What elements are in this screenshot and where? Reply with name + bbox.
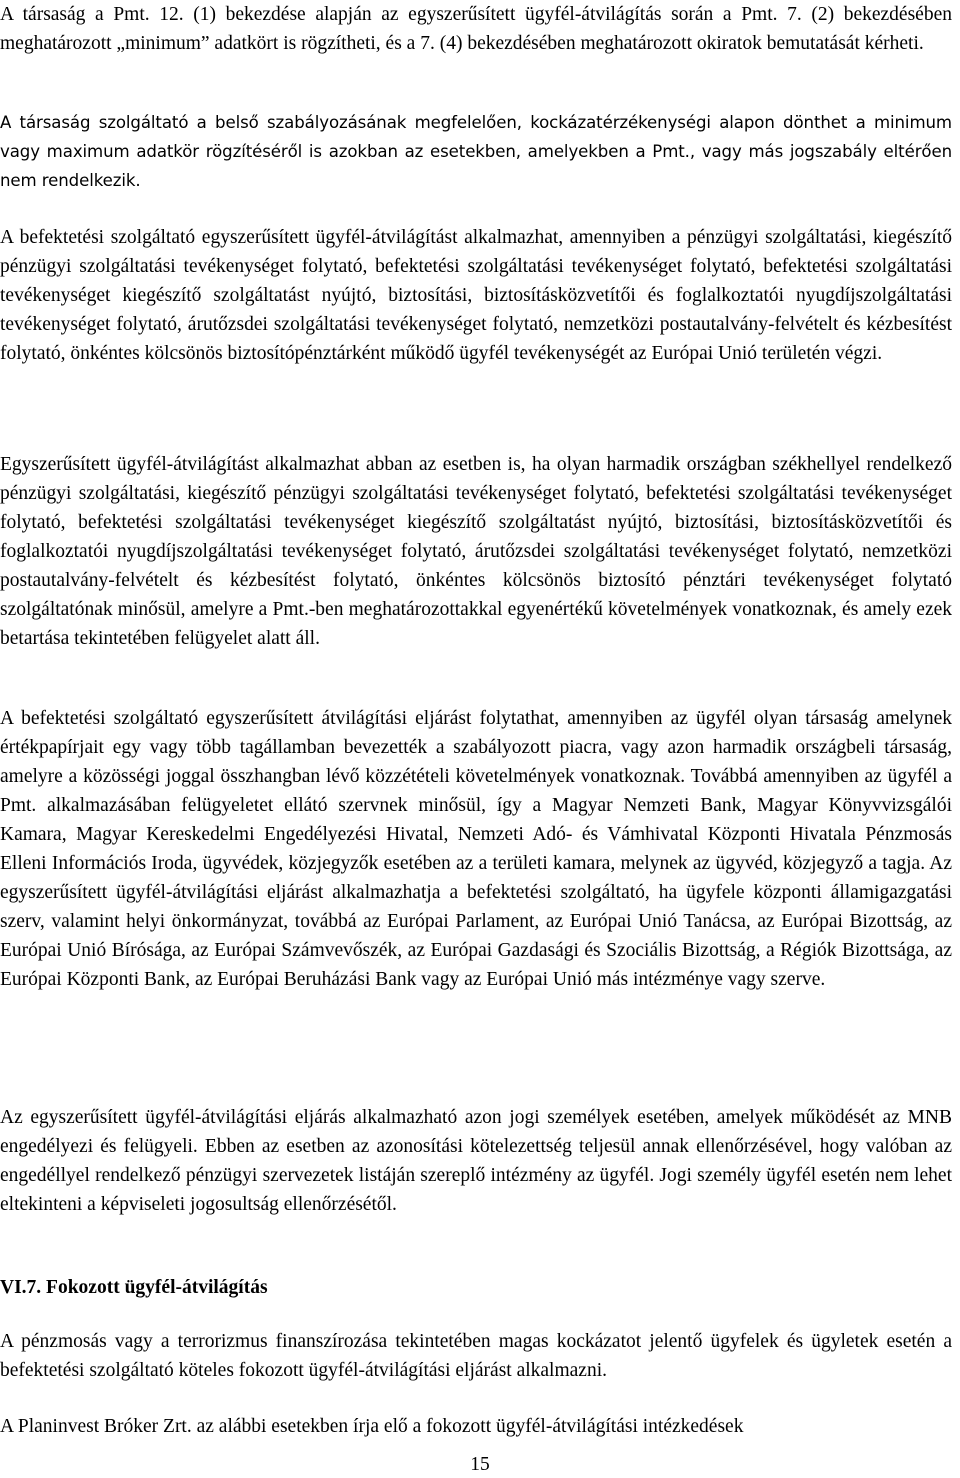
paragraph-simplified-kyc-minimum: A társaság a Pmt. 12. (1) bekezdése alapján az egyszerűsített ügyfél-átvilágítás során a Pmt. 7. (2) bekezdésében meghatározott „minimum” adatkört is rögzítheti, és a 7. (4) bekezdésében meghatározott okiratok bemutatását kérheti. xyxy=(0,4,952,54)
paragraph-high-risk-clients: A pénzmosás vagy a terrorizmus finanszírozása tekintetében magas kockázatot jelentő ügyfelek és ügyletek esetén a befektetési szolgáltató köteles fokozott ügyfél-átvilágítási eljárást alkalmazni. xyxy=(0,1331,952,1381)
paragraph-mnb-supervised-entities: Az egyszerűsített ügyfél-átvilágítási eljárás alkalmazható azon jogi személyek esetében, amelyek működését az MNB engedélyezi és felügyeli. Ebben az esetben az azonosítási kötelezettség teljesül annak ellenőrzésével, hogy valóban az engedéllyel rendelkező pénzügyi szervezetek listáján szereplő intézmény az ügyfél. Jogi személy ügyfél esetén nem lehet eltekinteni a képviseleti jogosultság ellenőrzésétől. xyxy=(0,1107,952,1215)
section-heading-enhanced-due-diligence: VI.7. Fokozott ügyfél-átvilágítás xyxy=(0,1277,268,1298)
paragraph-eu-financial-clients: A befektetési szolgáltató egyszerűsített ügyfél-átvilágítást alkalmazhat, amennyiben a pénzügyi szolgáltatási, kiegészítő pénzügyi szolgáltatási tevékenységet folytató, befektetési szolgáltatási tevékenységet folytató, befektetési szolgáltatási tevékenységet kiegészítő szolgáltatást nyújtó, biztosítási, biztosításközvetítői és foglalkoztatói nyugdíjszolgáltatási tevékenységet folytató, árutőzsdei szolgáltatási tevékenységet folytató, nemzetközi postautalvány-felvételt és kézbesítést folytató, önkéntes kölcsönös biztosítópénztárként működő ügyfél tevékenységét az Európai Unió területén végzi. xyxy=(0,227,952,364)
paragraph-internal-rules: A társaság szolgáltató a belső szabályozásának megfelelően, kockázatérzékenységi alapon dönthet a minimum vagy maximum adatkör rögzítéséről is azokban az esetekben, amelyekben a Pmt., vagy más jogszabály eltérően nem rendelkezik. xyxy=(0,113,952,190)
paragraph-planinvest-cases: A Planinvest Bróker Zrt. az alábbi esetekben írja elő a fokozott ügyfél-átvilágítási intézkedések xyxy=(0,1416,744,1437)
paragraph-listed-companies-authorities: A befektetési szolgáltató egyszerűsített átvilágítási eljárást folytathat, amennyiben az ügyfél olyan társaság amelynek értékpapírjait egy vagy több tagállamban bevezették a szabályozott piacra, vagy azon harmadik országbeli társaság, amelyre a közösségi joggal összhangban lévő közzétételi követelmények vonatkoznak. Továbbá amennyiben az ügyfél a Pmt. alkalmazásában felügyeletet ellátó szervnek minősül, így a Magyar Nemzeti Bank, Magyar Könyvvizsgálói Kamara, Magyar Kereskedelmi Engedélyezési Hivatal, Nemzeti Adó- és Vámhivatal Központi Hivatala Pénzmosás Elleni Információs Iroda, ügyvédek, közjegyzők esetében az a területi kamara, melynek az ügyvéd, közjegyző a tagja. Az egyszerűsített ügyfél-átvilágítási eljárást alkalmazhatja a befektetési szolgáltató, ha ügyfele központi államigazgatási szerv, valamint helyi önkormányzat, továbbá az Európai Parlament, az Európai Unió Tanácsa, az Európai Bizottság, az Európai Unió Bírósága, az Európai Számvevőszék, az Európai Gazdasági és Szociális Bizottság, a Régiók Bizottsága, az Európai Központi Bank, az Európai Beruházási Bank vagy az Európai Unió más intézménye vagy szerve. xyxy=(0,708,952,990)
page-number: 15 xyxy=(470,1454,490,1475)
paragraph-third-country-clients: Egyszerűsített ügyfél-átvilágítást alkalmazhat abban az esetben is, ha olyan harmadik országban székhellyel rendelkező pénzügyi szolgáltatási, kiegészítő pénzügyi szolgáltatási tevékenységet folytató, befektetési szolgáltatási tevékenységet folytató, befektetési szolgáltatási tevékenységet kiegészítő szolgáltatást nyújtó, biztosítási, biztosításközvetítői és foglalkoztatói nyugdíjszolgáltatási tevékenységet folytató, árutőzsdei szolgáltatási tevékenységet folytató, nemzetközi postautalvány-felvételt és kézbesítést folytató, önkéntes kölcsönös biztosító pénztári tevékenységet folytató szolgáltatónak minősül, amelyre a Pmt.-ben meghatározottakkal egyenértékű követelmények vonatkoznak, és amely ezek betartása tekintetében felügyelet alatt áll. xyxy=(0,454,952,649)
